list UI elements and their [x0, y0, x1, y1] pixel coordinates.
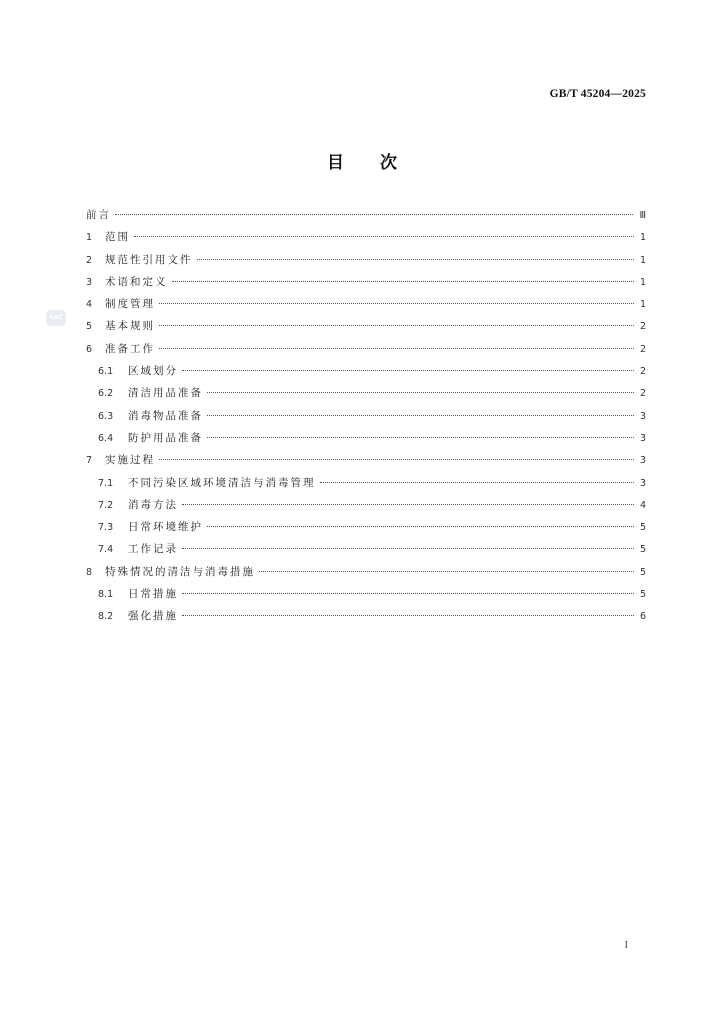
page-title: 目次: [327, 153, 433, 173]
toc-dot-leader: [207, 526, 634, 527]
toc-entry[interactable]: [86, 382, 646, 404]
toc-entry[interactable]: [86, 360, 646, 382]
toc-entry-label: 术语和定义: [105, 275, 168, 288]
toc-entry[interactable]: [86, 226, 646, 248]
toc-entry[interactable]: [86, 338, 646, 360]
toc-entry-page: 3: [639, 455, 646, 467]
toc-entry-number: 7: [86, 455, 93, 467]
toc-entry-page: Ⅲ: [639, 210, 646, 221]
toc-dot-leader: [197, 259, 634, 260]
toc-entry-label: 消毒方法: [128, 498, 178, 511]
toc-entry-number: 7.2: [98, 499, 114, 511]
toc-entry-label: 准备工作: [105, 342, 155, 355]
toc-entry-label: 日常环境维护: [128, 521, 203, 534]
toc-entry-page: 4: [639, 499, 646, 511]
toc-dot-leader: [182, 370, 634, 371]
toc-entry-page: 2: [639, 321, 646, 333]
toc-entry[interactable]: [86, 427, 646, 449]
toc-dot-leader: [182, 548, 634, 549]
toc-dot-leader: [207, 437, 634, 438]
toc-dot-leader: [172, 281, 634, 282]
toc-entry[interactable]: [86, 583, 646, 605]
toc-entry-page: 1: [639, 232, 646, 244]
toc-entry-page: 5: [639, 522, 646, 534]
toc-entry-number: 6: [86, 343, 93, 355]
toc-entry-label: 特殊情况的清洁与消毒措施: [105, 565, 255, 578]
toc-entry-label: 规范性引用文件: [105, 253, 193, 266]
toc-entry[interactable]: [86, 449, 646, 471]
toc-entry[interactable]: [86, 271, 646, 293]
toc-entry-number: 5: [86, 321, 93, 333]
table-of-contents: [86, 204, 646, 628]
toc-dot-leader: [259, 571, 634, 572]
toc-entry[interactable]: [86, 494, 646, 516]
toc-entry[interactable]: [86, 472, 646, 494]
toc-dot-leader: [182, 593, 634, 594]
toc-dot-leader: [207, 392, 634, 393]
toc-entry-page: 1: [639, 299, 646, 311]
toc-dot-leader: [320, 482, 634, 483]
toc-entry-number: 6.1: [98, 366, 114, 378]
toc-entry-number: 6.2: [98, 388, 114, 400]
toc-entry-number: 4: [86, 299, 93, 311]
toc-dot-leader: [134, 236, 634, 237]
toc-dot-leader: [115, 214, 633, 215]
toc-entry-number: 7.3: [98, 522, 114, 534]
toc-entry-number: 3: [86, 276, 93, 288]
toc-entry-page: 6: [639, 611, 646, 623]
toc-entry-label: 基本规则: [105, 320, 155, 333]
toc-entry-number: 8: [86, 566, 93, 578]
toc-entry[interactable]: [86, 516, 646, 538]
toc-dot-leader: [207, 415, 634, 416]
toc-dot-leader: [159, 303, 634, 304]
toc-entry-number: 8.2: [98, 611, 114, 623]
toc-entry-page: 3: [639, 432, 646, 444]
toc-entry-number: 6.3: [98, 410, 114, 422]
toc-entry-label: 制度管理: [105, 298, 155, 311]
toc-entry[interactable]: [86, 538, 646, 560]
toc-dot-leader: [182, 615, 634, 616]
toc-entry[interactable]: [86, 561, 646, 583]
toc-entry-label: 前言: [86, 209, 111, 221]
toc-dot-leader: [182, 504, 634, 505]
toc-entry-number: 2: [86, 254, 93, 266]
toc-entry-page: 3: [639, 477, 646, 489]
toc-entry-page: 5: [639, 589, 646, 601]
page-number: I: [624, 940, 628, 951]
toc-entry-label: 消毒物品准备: [128, 409, 203, 422]
toc-entry[interactable]: [86, 605, 646, 627]
toc-entry-number: 6.4: [98, 432, 114, 444]
toc-entry-page: 3: [639, 410, 646, 422]
toc-entry-label: 清洁用品准备: [128, 387, 203, 400]
toc-entry-label: 区域划分: [128, 365, 178, 378]
toc-entry-page: 5: [639, 544, 646, 556]
toc-entry-label: 不同污染区域环境清洁与消毒管理: [128, 476, 316, 489]
toc-entry-page: 1: [639, 276, 646, 288]
toc-entry[interactable]: [86, 315, 646, 337]
toc-entry-page: 2: [639, 388, 646, 400]
toc-entry[interactable]: [86, 204, 646, 226]
toc-entry-label: 日常措施: [128, 588, 178, 601]
toc-entry-label: 工作记录: [128, 543, 178, 556]
toc-dot-leader: [159, 459, 634, 460]
toc-entry[interactable]: [86, 405, 646, 427]
toc-entry-label: 实施过程: [105, 454, 155, 467]
sac-watermark-logo: SAC: [46, 310, 66, 326]
toc-entry-page: 1: [639, 254, 646, 266]
document-code: GB/T 45204—2025: [549, 88, 646, 100]
toc-entry-number: 7.4: [98, 544, 114, 556]
toc-entry[interactable]: [86, 249, 646, 271]
toc-entry-label: 防护用品准备: [128, 431, 203, 444]
toc-entry-number: 7.1: [98, 477, 114, 489]
toc-entry-page: 5: [639, 566, 646, 578]
toc-dot-leader: [159, 325, 634, 326]
toc-entry-page: 2: [639, 343, 646, 355]
toc-dot-leader: [159, 348, 634, 349]
toc-entry[interactable]: [86, 293, 646, 315]
toc-entry-page: 2: [639, 366, 646, 378]
toc-entry-number: 1: [86, 232, 93, 244]
toc-entry-label: 强化措施: [128, 610, 178, 623]
toc-entry-label: 范围: [105, 231, 130, 244]
toc-entry-number: 8.1: [98, 589, 114, 601]
